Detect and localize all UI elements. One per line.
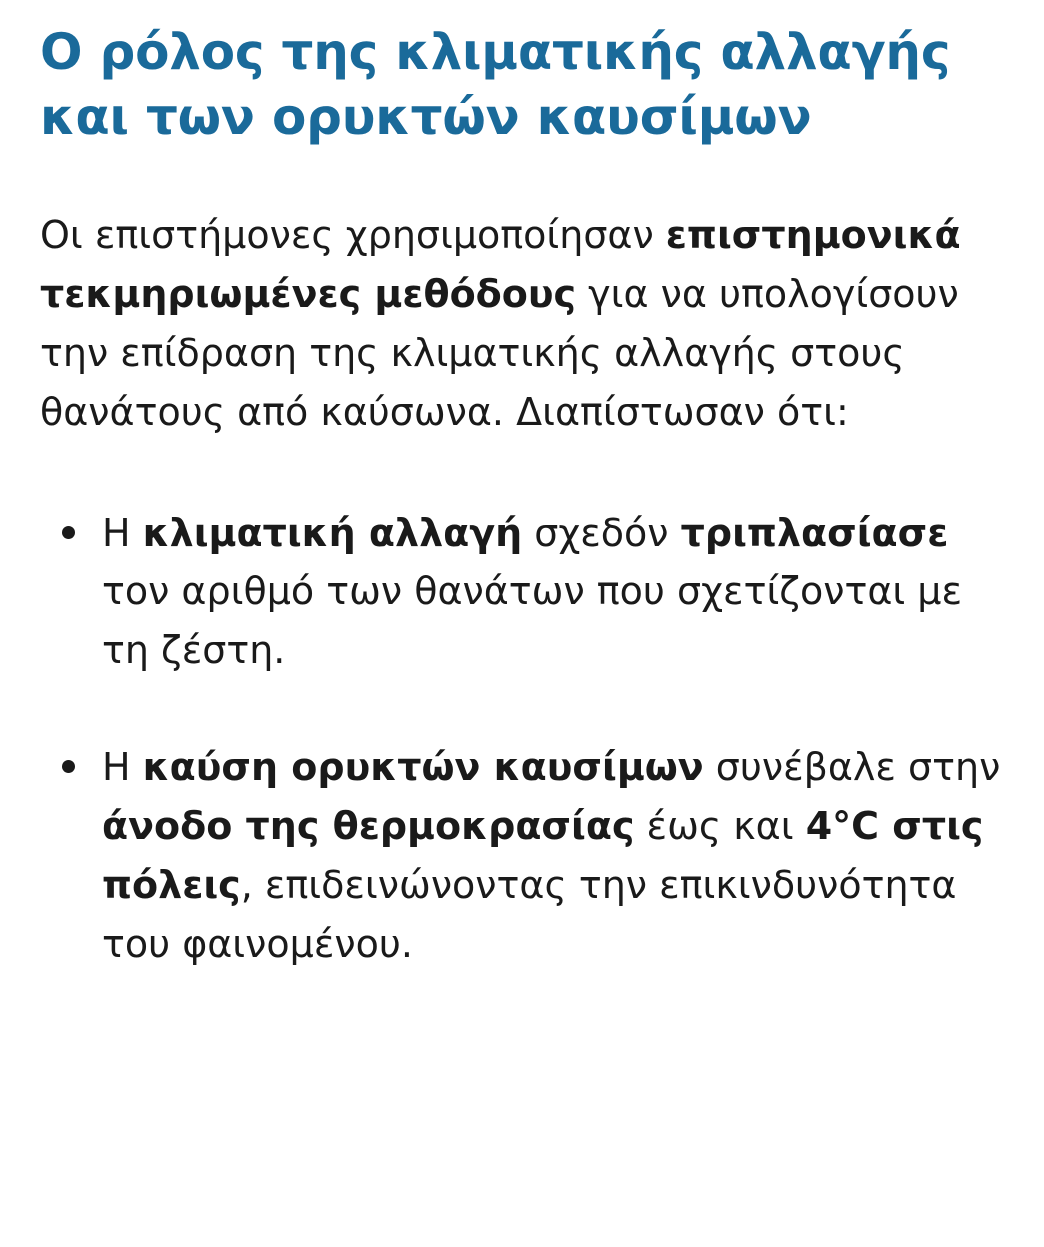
intro-paragraph: Οι επιστήμονες χρησιμοποίησαν επιστημονικά τεκμηριωμένες μεθόδους για να υπολογίσουν την επίδραση της κλιματικής αλλαγής στους θανάτους από καύσωνα. Διαπίστωσαν ότι:: [40, 213, 961, 434]
list-item-text: Η καύση ορυκτών καυσίμων συνέβαλε στην άνοδο της θερμοκρασίας έως και 4°C στις πόλεις, επιδεινώνοντας την επικινδυνότητα του φαινομένου.: [102, 745, 1001, 966]
page-title: Ο ρόλος της κλιματικής αλλαγής και των ορυκτών καυσίμων: [40, 23, 951, 146]
list-item-text: Η κλιματική αλλαγή σχεδόν τριπλασίασε τον αριθμό των θανάτων που σχετίζονται με τη ζέστη.: [102, 510, 963, 673]
list-item: [40, 504, 1008, 681]
list-item: [40, 738, 1008, 974]
bullet-dot-icon: [62, 760, 75, 773]
findings-list: [40, 504, 1008, 974]
bullet-dot-icon: [62, 526, 75, 539]
